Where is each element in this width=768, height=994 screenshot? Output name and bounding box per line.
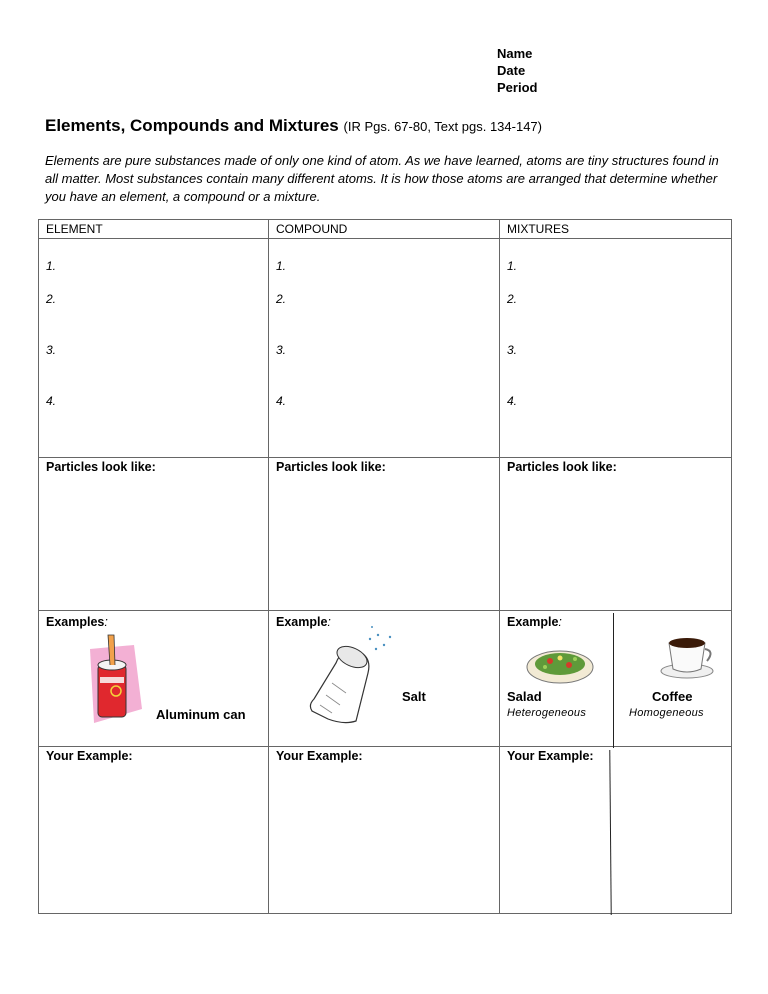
list-item: 2.: [507, 292, 518, 306]
list-item: 3.: [507, 343, 518, 357]
soda-can-icon: [84, 631, 154, 726]
list-item: 4.: [507, 394, 518, 408]
particles-label: Particles look like:: [507, 460, 617, 474]
mixture-numbered-cell[interactable]: [500, 239, 732, 458]
title-main: Elements, Compounds and Mixtures: [45, 116, 339, 135]
heterogeneous-caption: Heterogeneous: [507, 707, 587, 719]
example-label-text: Example: [507, 615, 559, 629]
compound-example-cell: [269, 611, 500, 747]
salt-caption: Salt: [402, 689, 426, 704]
particles-row: [39, 458, 732, 611]
mixture-divider-line: [613, 613, 614, 748]
salad-bowl-icon: [525, 645, 595, 685]
aluminum-can-caption: Aluminum can: [156, 707, 246, 722]
coffee-caption: Coffee: [652, 689, 693, 704]
numbered-row: [39, 239, 732, 458]
element-particles-cell[interactable]: [39, 458, 269, 611]
col-header-compound: COMPOUND: [269, 220, 500, 239]
salad-caption: Salad: [507, 689, 542, 704]
particles-label: Particles look like:: [46, 460, 156, 474]
list-item: 2.: [276, 292, 287, 306]
col-header-element: ELEMENT: [39, 220, 269, 239]
homogeneous-caption: Homogeneous: [629, 707, 704, 719]
examples-row: [39, 611, 732, 747]
list-item: 4.: [46, 394, 57, 408]
list-item: 3.: [46, 343, 57, 357]
example-label: [507, 611, 731, 629]
your-example-label: Your Example:: [507, 749, 594, 763]
col-header-mixtures: MIXTURES: [500, 220, 732, 239]
colon: :: [104, 615, 108, 629]
date-label: Date: [497, 63, 526, 78]
colon: :: [327, 615, 331, 629]
mixture-particles-cell[interactable]: [500, 458, 732, 611]
name-label: Name: [497, 46, 533, 61]
salt-shaker-icon: [306, 625, 401, 725]
element-numbered-cell[interactable]: [39, 239, 269, 458]
worksheet-table: [38, 219, 732, 914]
list-item: 1.: [276, 259, 287, 273]
list-item: 4.: [276, 394, 287, 408]
header-row: [39, 220, 732, 239]
page-title: [45, 116, 542, 136]
list-item: 1.: [46, 259, 57, 273]
period-label: Period: [497, 80, 538, 95]
compound-your-example-cell[interactable]: [269, 747, 500, 914]
intro-paragraph: Elements are pure substances made of only one kind of atom. As we have learned, atoms are tiny structures found in all matter. Most substances contain many different atoms. It is how those atoms are arranged that determine whether you have an element, a compound or a mixture.: [45, 153, 719, 204]
compound-particles-cell[interactable]: [269, 458, 500, 611]
colon: :: [558, 615, 562, 629]
coffee-cup-icon: [659, 631, 715, 681]
your-example-label: Your Example:: [276, 749, 363, 763]
mixture-your-example-cell[interactable]: [500, 747, 732, 914]
particles-label: Particles look like:: [276, 460, 386, 474]
list-item: 3.: [276, 343, 287, 357]
element-example-cell: [39, 611, 269, 747]
element-your-example-cell[interactable]: [39, 747, 269, 914]
example-label-text: Example: [276, 615, 328, 629]
your-example-label: Your Example:: [46, 749, 133, 763]
title-pages: (IR Pgs. 67-80, Text pgs. 134-147): [343, 119, 542, 134]
examples-label: [46, 611, 268, 629]
examples-label-text: Examples: [46, 615, 105, 629]
compound-numbered-cell[interactable]: [269, 239, 500, 458]
list-item: 2.: [46, 292, 57, 306]
student-info-header: [497, 45, 537, 96]
your-example-row: [39, 747, 732, 914]
list-item: 1.: [507, 259, 518, 273]
mixture-example-cell: [500, 611, 732, 747]
